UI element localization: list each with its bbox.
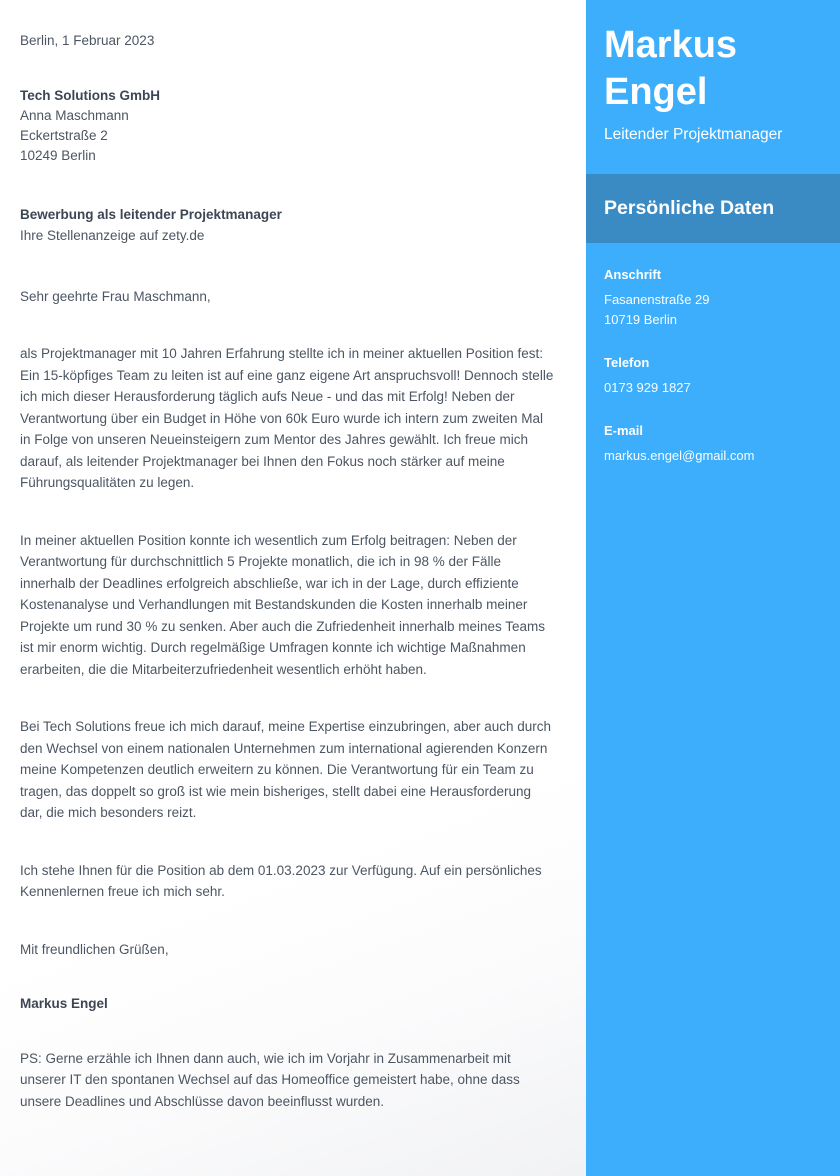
postscript: PS: Gerne erzähle ich Ihnen dann auch, wie ich im Vorjahr in Zusammenarbeit mit unserer IT den spontanen Wechsel auf das Homeoffice gemeistert habe, ohne dass unsere Deadlines und Abschlüsse davon beeinflusst wurden. xyxy=(20,1050,520,1109)
person-first-name: Markus xyxy=(604,24,738,66)
sidebar-header xyxy=(586,0,840,145)
recipient-street: Eckertstraße 2 xyxy=(20,127,108,143)
person-name xyxy=(604,22,822,116)
field-phone-label: Telefon xyxy=(604,355,650,370)
recipient-contact: Anna Maschmann xyxy=(20,107,129,123)
paragraph-2: In meiner aktuellen Position konnte ich wesentlich zum Erfolg beitragen: Neben der Verantwortung für durchschnittlich 5 Projekte monatlich, die ich in 98 % der Fälle innerhalb der Deadlines erfolgreich abschließe, war ich in der Lage, durch effiziente Kostenanalyse und Verhandlungen mit Bestandskunden die Kosten innerhalb meiner Projekte um rund 30 % zu senken. Aber auch die Zufriedenheit innerhalb meines Teams ist mir enorm wichtig. Durch regelmäßige Umfragen konnte ich wichtige Maßnahmen erarbeiten, die die Mitarbeiterzufriedenheit wesentlich erhöht haben. xyxy=(20,532,546,677)
recipient-company: Tech Solutions GmbH xyxy=(20,87,161,103)
paragraph-1: als Projektmanager mit 10 Jahren Erfahrung stellte ich in meiner aktuellen Position fest: Ein 15-köpfiges Team zu leiten ist auf eine ganz eigene Art anspruchsvoll! Dennoch stelle ich mich dieser Herausforderung täglich aufs Neue - und das mit Erfolg! Neben der Verantwortung über ein Budget in Höhe von 60k Euro wurde ich intern zum zweiten Mal in Folge von unseren Neueinsteigern zum Mentor des Jahres gewählt. Ich freue mich darauf, als leitender Projektmanager bei Ihnen den Fokus noch stärker auf meine Führungsqualitäten zu legen. xyxy=(20,346,554,490)
personal-data-sidebar xyxy=(586,0,840,1176)
personal-data-section-title: Persönliche Daten xyxy=(604,197,775,219)
paragraph-3: Bei Tech Solutions freue ich mich darauf, meine Expertise einzubringen, aber auch durch den Wechsel von einem nationalen Unternehmen zum international agierenden Konzern meine Kompetenzen deutlich erweitern zu können. Die Verantwortung für ein Team zu tragen, das doppelt so groß ist wie mein bisheriges, stellt dabei eine Herausforderung dar, die mich besonders reizt. xyxy=(20,719,552,820)
subject-line: Bewerbung als leitender Projektmanager xyxy=(20,206,282,222)
signature-name: Markus Engel xyxy=(20,996,108,1011)
field-phone xyxy=(604,353,822,398)
field-address-city: 10719 Berlin xyxy=(604,312,677,327)
person-last-name: Engel xyxy=(604,71,708,113)
contact-fields xyxy=(586,243,840,489)
subject-subline: Ihre Stellenanzeige auf zety.de xyxy=(20,227,205,243)
recipient-city: 10249 Berlin xyxy=(20,147,96,163)
field-address-label: Anschrift xyxy=(604,267,662,282)
closing-line: Mit freundlichen Grüßen, xyxy=(20,941,169,957)
field-email xyxy=(604,421,822,466)
recipient-block xyxy=(20,86,556,166)
field-phone-value: 0173 929 1827 xyxy=(604,380,691,395)
field-email-value: markus.engel@gmail.com xyxy=(604,448,755,463)
field-email-label: E-mail xyxy=(604,423,644,438)
paragraph-4: Ich stehe Ihnen für die Position ab dem 01.03.2023 zur Verfügung. Auf ein persönliches Kennenlernen freue ich mich sehr. xyxy=(20,862,542,899)
subject-block xyxy=(20,204,556,246)
person-job-title: Leitender Projektmanager xyxy=(604,126,783,143)
letter-date: Berlin, 1 Februar 2023 xyxy=(20,33,155,48)
salutation: Sehr geehrte Frau Maschmann, xyxy=(20,288,211,304)
field-address xyxy=(604,265,822,330)
field-address-street: Fasanenstraße 29 xyxy=(604,292,710,307)
personal-data-section-band xyxy=(586,174,840,243)
